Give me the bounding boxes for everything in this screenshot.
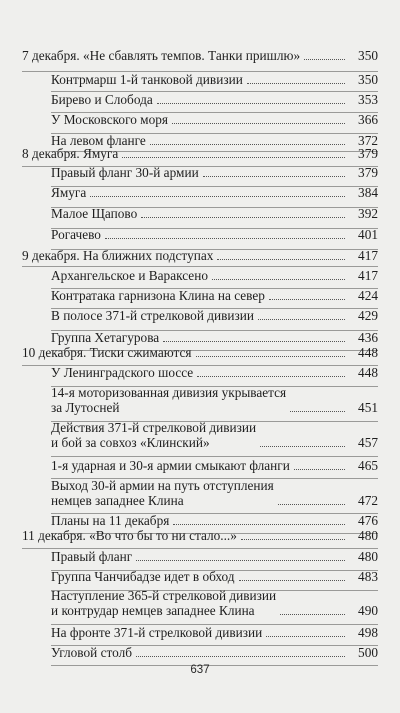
toc-entry-title-line: 1-я ударная и 30-я армии смыкают фланги bbox=[51, 458, 290, 473]
dot-leader bbox=[136, 560, 345, 561]
toc-entry-title-line: Группа Чанчибадзе идет в обход bbox=[51, 569, 235, 584]
toc-page-number: 392 bbox=[358, 206, 378, 221]
toc-section-entry bbox=[51, 365, 378, 380]
toc-entry-title bbox=[51, 330, 159, 345]
dot-leader bbox=[212, 279, 345, 280]
dot-leader bbox=[258, 319, 345, 320]
toc-page-number: 384 bbox=[358, 185, 378, 200]
toc-section-entry bbox=[51, 330, 378, 345]
dot-leader bbox=[217, 259, 345, 260]
dot-leader bbox=[196, 356, 345, 357]
toc-entry-title bbox=[22, 345, 192, 360]
toc-page-number: 448 bbox=[358, 345, 378, 360]
toc-page-number: 429 bbox=[358, 308, 378, 323]
toc-entry-title-line: Бирево и Слобода bbox=[51, 92, 153, 107]
dot-leader bbox=[172, 123, 345, 124]
toc-page-number: 498 bbox=[358, 625, 378, 640]
toc-section-entry bbox=[51, 165, 378, 180]
toc-entry-title bbox=[51, 72, 243, 87]
dot-leader bbox=[163, 341, 345, 342]
toc-entry-title-line: 10 декабря. Тиски сжимаются bbox=[22, 345, 192, 360]
dot-leader bbox=[105, 238, 345, 239]
toc-entry-title bbox=[51, 420, 256, 450]
toc-page-number: 353 bbox=[358, 92, 378, 107]
dot-leader bbox=[269, 299, 345, 300]
toc-entry-title-line: В полосе 371-й стрелковой дивизии bbox=[51, 308, 255, 323]
toc-entry-title-line: Действия 371-й стрелковой дивизии bbox=[51, 420, 257, 435]
toc-entry-title bbox=[51, 92, 153, 107]
dot-leader bbox=[173, 524, 345, 525]
toc-day-entry bbox=[22, 146, 378, 161]
toc-entry-title bbox=[51, 569, 235, 584]
toc-page-number: 417 bbox=[358, 248, 378, 263]
toc-page-number: 372 bbox=[358, 133, 378, 148]
dot-leader bbox=[141, 217, 345, 218]
toc-entry-title-line: 9 декабря. На ближних подступах bbox=[22, 248, 214, 263]
toc-entry-title-line: за Лутосней bbox=[51, 400, 120, 415]
toc-section-entry bbox=[51, 420, 378, 450]
toc-section-entry bbox=[51, 385, 378, 415]
toc-entry-title-line: и контрудар немцев западнее Клина bbox=[51, 603, 255, 618]
toc-entry-title bbox=[51, 478, 274, 508]
toc-entry-title-line: 8 декабря. Ямуга bbox=[22, 146, 119, 161]
toc-entry-title-line: Группа Хетагурова bbox=[51, 330, 160, 345]
toc-page-number: 350 bbox=[358, 48, 378, 63]
toc-entry-title-line: 14-я моторизованная дивизия укрывается bbox=[51, 385, 287, 400]
toc-entry-title bbox=[51, 308, 254, 323]
toc-entry-title-line: У Московского моря bbox=[51, 112, 169, 127]
toc-entry-title bbox=[22, 528, 237, 543]
toc-section-entry bbox=[51, 185, 378, 200]
toc-section-entry bbox=[51, 625, 378, 640]
toc-entry-title bbox=[51, 206, 137, 221]
toc-entry-title-line: 7 декабря. «Не сбавлять темпов. Танки пришлю» bbox=[22, 48, 301, 63]
toc-section-entry bbox=[51, 569, 378, 584]
toc-section-entry bbox=[51, 549, 378, 564]
toc-entry-title bbox=[51, 625, 262, 640]
toc-page-number: 424 bbox=[358, 288, 378, 303]
toc-entry-title bbox=[51, 513, 169, 528]
toc-page-number: 350 bbox=[358, 72, 378, 87]
toc-page-number: 480 bbox=[358, 549, 378, 564]
toc-entry-title bbox=[22, 146, 118, 161]
toc-day-entry bbox=[22, 248, 378, 263]
toc-page-number: 476 bbox=[358, 513, 378, 528]
toc-entry-title bbox=[51, 288, 265, 303]
toc-section-entry bbox=[51, 645, 378, 660]
toc-entry-title-line: Наступление 365-й стрелковой дивизии bbox=[51, 588, 277, 603]
toc-entry-title bbox=[51, 227, 101, 242]
toc-entry-title-line: Угловой столб bbox=[51, 645, 132, 660]
toc-entry-title-line: Правый фланг bbox=[51, 549, 133, 564]
toc-day-entry bbox=[22, 345, 378, 360]
toc-entry-title-line: Контратака гарнизона Клина на север bbox=[51, 288, 265, 303]
toc-page-number: 401 bbox=[358, 227, 378, 242]
toc-entry-title-line: Планы на 11 декабря bbox=[51, 513, 170, 528]
row-separator-line bbox=[22, 266, 378, 267]
toc-page-number: 366 bbox=[358, 112, 378, 127]
toc-entry-title-line: Ямуга bbox=[51, 185, 87, 200]
dot-leader bbox=[280, 614, 345, 615]
dot-leader bbox=[266, 636, 345, 637]
toc-page-number: 490 bbox=[358, 603, 378, 618]
toc-entry-title bbox=[51, 165, 199, 180]
toc-entry-title bbox=[22, 48, 300, 63]
toc-section-entry bbox=[51, 478, 378, 508]
toc-entry-title-line: На левом фланге bbox=[51, 133, 146, 148]
toc-entry-title-line: 11 декабря. «Во что бы то ни стало...» bbox=[22, 528, 237, 543]
dot-leader bbox=[136, 656, 345, 657]
dot-leader bbox=[304, 59, 345, 60]
dot-leader bbox=[247, 83, 345, 84]
toc-page-number: 500 bbox=[358, 645, 378, 660]
toc-entry-title bbox=[51, 588, 276, 618]
toc-entry-title-line: немцев западнее Клина bbox=[51, 493, 184, 508]
toc-entry-title bbox=[51, 268, 208, 283]
dot-leader bbox=[150, 144, 345, 145]
toc-entry-title-line: Правый фланг 30-й армии bbox=[51, 165, 199, 180]
toc-section-entry bbox=[51, 513, 378, 528]
dot-leader bbox=[239, 580, 345, 581]
toc-section-entry bbox=[51, 72, 378, 87]
toc-page-number: 480 bbox=[358, 528, 378, 543]
toc-page-number: 472 bbox=[358, 493, 378, 508]
toc-page-number: 379 bbox=[358, 165, 378, 180]
toc-section-entry bbox=[51, 588, 378, 618]
toc-entry-title-line: Выход 30-й армии на путь отступления bbox=[51, 478, 274, 493]
toc-section-entry bbox=[51, 92, 378, 107]
toc-entry-title-line: На фронте 371-й стрелковой дивизии bbox=[51, 625, 263, 640]
toc-section-entry bbox=[51, 308, 378, 323]
row-separator-line bbox=[51, 456, 378, 457]
toc-section-entry bbox=[51, 268, 378, 283]
toc-entry-title-line: Архангельское и Вараксено bbox=[51, 268, 208, 283]
toc-entry-title-line: Рогачево bbox=[51, 227, 101, 242]
dot-leader bbox=[203, 176, 345, 177]
toc-section-entry bbox=[51, 458, 378, 473]
toc-section-entry bbox=[51, 112, 378, 127]
toc-page-number: 465 bbox=[358, 458, 378, 473]
toc-page-number: 436 bbox=[358, 330, 378, 345]
toc-entry-title bbox=[51, 458, 290, 473]
toc-entry-title-line: и бой за совхоз «Клинский» bbox=[51, 435, 210, 450]
dot-leader bbox=[290, 411, 345, 412]
toc-day-entry bbox=[22, 528, 378, 543]
page-number: 637 bbox=[190, 664, 210, 676]
toc-section-entry bbox=[51, 227, 378, 242]
toc-entry-title bbox=[51, 112, 168, 127]
toc-entry-title bbox=[51, 365, 193, 380]
toc-day-entry bbox=[22, 48, 378, 63]
toc-entry-title-line: У Ленинградского шоссе bbox=[51, 365, 194, 380]
dot-leader bbox=[122, 157, 345, 158]
toc-section-entry bbox=[51, 206, 378, 221]
toc-entry-title bbox=[51, 645, 132, 660]
toc-page-number: 451 bbox=[358, 400, 378, 415]
toc-entry-title-line: Контрмарш 1-й танковой дивизии bbox=[51, 72, 243, 87]
toc-entry-title bbox=[51, 549, 132, 564]
toc-page-number: 379 bbox=[358, 146, 378, 161]
toc-entry-title bbox=[51, 385, 286, 415]
toc-entry-title bbox=[51, 185, 86, 200]
toc-page-number: 417 bbox=[358, 268, 378, 283]
dot-leader bbox=[278, 504, 345, 505]
dot-leader bbox=[241, 539, 345, 540]
toc-page-number: 448 bbox=[358, 365, 378, 380]
toc-section-entry bbox=[51, 288, 378, 303]
toc-page-number: 483 bbox=[358, 569, 378, 584]
dot-leader bbox=[197, 376, 345, 377]
dot-leader bbox=[294, 469, 345, 470]
dot-leader bbox=[260, 446, 345, 447]
dot-leader bbox=[157, 103, 345, 104]
dot-leader bbox=[90, 196, 345, 197]
toc-entry-title-line: Малое Щапово bbox=[51, 206, 138, 221]
toc-page-number: 457 bbox=[358, 435, 378, 450]
toc-entry-title bbox=[22, 248, 213, 263]
